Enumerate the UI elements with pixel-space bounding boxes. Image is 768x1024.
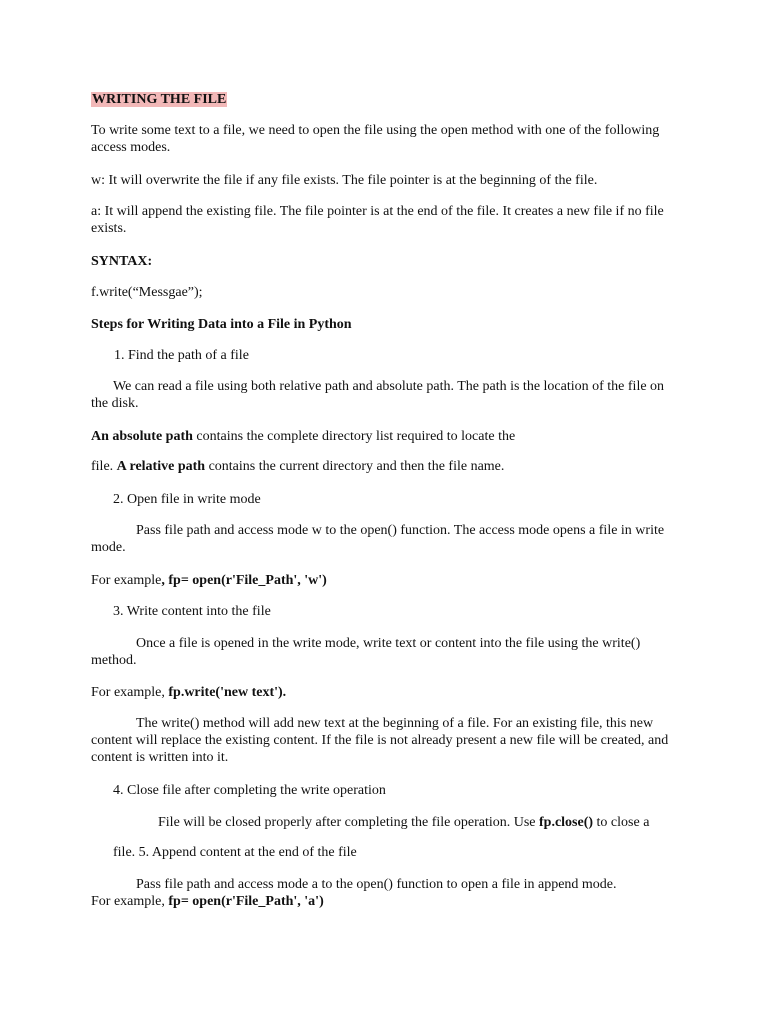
example-code-1: , fp= open(r'File_Path', 'w') (161, 573, 327, 588)
step2-title: 2. Open file in write mode (113, 492, 261, 507)
step1-title: 1. Find the path of a file (114, 348, 249, 363)
mode-a-paragraph: a: It will append the existing file. The file pointer is at the end of the file. It creates a new file if no file exists. (91, 204, 664, 236)
example-code-3: fp= open(r'File_Path', 'a') (168, 894, 324, 909)
example-code-2: fp.write('new text'). (168, 685, 287, 700)
step4-description (158, 814, 678, 831)
syntax-label (91, 253, 671, 270)
section-heading (91, 91, 671, 108)
step4-desc-b: to close a (593, 815, 650, 830)
step4-code: fp.close() (539, 815, 594, 830)
heading-highlight: WRITING THE FILE (92, 92, 227, 107)
example-line-1 (91, 572, 671, 589)
write-note-paragraph: The write() method will add new text at the beginning of a file. For an existing file, this new content will replace the existing content. If the file is not already present a new file will be created, and content is written into it. (91, 716, 669, 765)
example-prefix-1: For example (91, 573, 162, 588)
step3-title: 3. Write content into the file (113, 604, 271, 619)
example-line-2 (91, 684, 671, 701)
intro-paragraph: To write some text to a file, we need to open the file using the open method with one of the following access modes. (91, 123, 660, 155)
step3-description: Once a file is opened in the write mode, write text or content into the file using the write() method. (91, 636, 641, 668)
absolute-path-line (91, 428, 671, 445)
steps-heading-text: Steps for Writing Data into a File in Python (91, 317, 352, 332)
step1-description: We can read a file using both relative path and absolute path. The path is the location of the file on the disk. (91, 379, 665, 411)
syntax-label-text: SYNTAX: (91, 254, 153, 269)
relative-path-term: A relative path (116, 459, 206, 474)
example-line-3 (91, 893, 671, 910)
step4-desc-a: File will be closed properly after completing the file operation. Use (158, 815, 539, 830)
relative-path-prefix: file. (91, 459, 117, 474)
relative-path-line (91, 458, 671, 475)
syntax-code: f.write(“Messgae”); (91, 285, 203, 300)
relative-path-desc: contains the current directory and then the file name. (205, 459, 505, 474)
example-prefix-2: For example, (91, 685, 169, 700)
steps-heading (91, 316, 671, 333)
step4-title: 4. Close file after completing the write operation (113, 783, 386, 798)
step2-description: Pass file path and access mode w to the open() function. The access mode opens a file in write mode. (91, 523, 665, 555)
absolute-path-desc: contains the complete directory list required to locate the (192, 429, 516, 444)
step5-title: file. 5. Append content at the end of the file (113, 845, 357, 860)
step5-description: Pass file path and access mode a to the open() function to open a file in append mode. (136, 877, 617, 892)
absolute-path-term: An absolute path (91, 429, 193, 444)
mode-w-paragraph: w: It will overwrite the file if any file exists. The file pointer is at the beginning of the file. (91, 173, 598, 188)
example-prefix-3: For example, (91, 894, 169, 909)
